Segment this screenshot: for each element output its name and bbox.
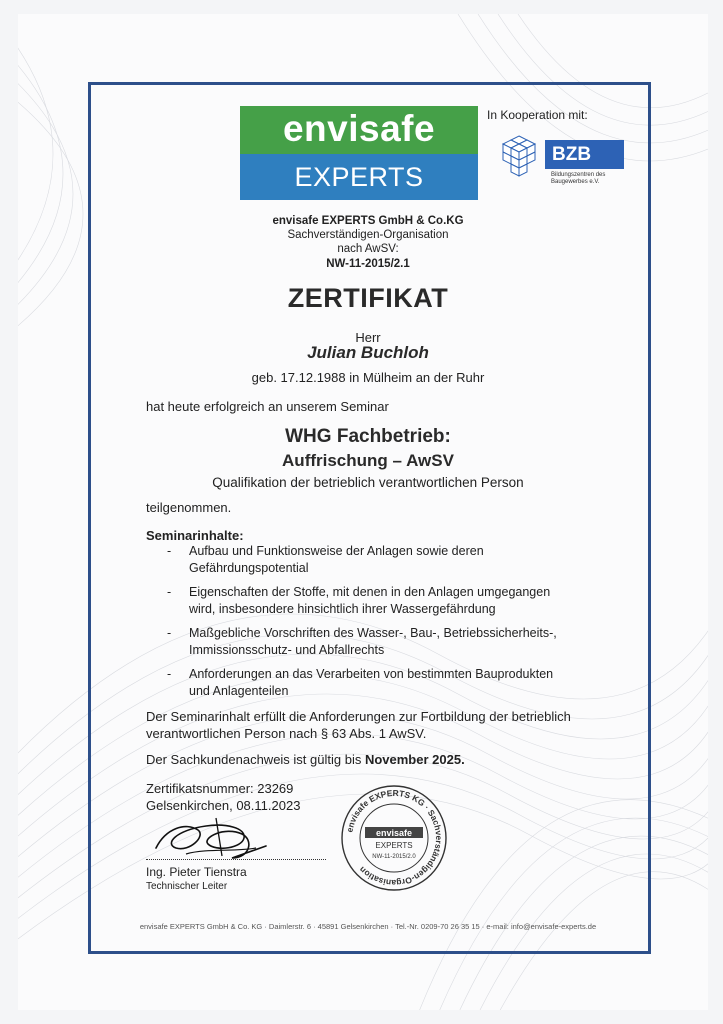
list-item-line: und Anlagenteilen	[189, 684, 289, 698]
contents-list	[167, 543, 587, 707]
bzb-cube-icon	[497, 134, 541, 178]
organization-number: NW-11-2015/2.1	[326, 258, 410, 270]
qualification-text: Qualifikation der betrieblich verantwortlichen Person	[212, 475, 524, 490]
requirements-text: Der Seminarinhalt erfüllt die Anforderungen zur Fortbildung der betrieblich verantwortlichen Person nach § 63 Abs. 1 AwSV.	[146, 709, 571, 741]
list-item: - Maßgebliche Vorschriften des Wasser-, Bau-, Betriebssicherheits-, Immissionsschutz- und Abfallrechts	[167, 625, 587, 659]
list-item: - Eigenschaften der Stoffe, mit denen in den Anlagen umgegangen wird, insbesondere hinsichtlich ihrer Wassergefährdung	[167, 584, 587, 618]
list-item: - Aufbau und Funktionsweise der Anlagen sowie deren Gefährdungspotential	[167, 543, 587, 577]
certificate-title: ZERTIFIKAT	[287, 283, 449, 313]
salutation: Herr	[355, 330, 381, 345]
list-item-line: Eigenschaften der Stoffe, mit denen in den Anlagen umgegangen	[189, 585, 551, 599]
contents-heading: Seminarinhalte:	[146, 528, 244, 543]
validity-prefix: Der Sachkundenachweis ist gültig bis	[146, 752, 365, 767]
intro-text: hat heute erfolgreich an unserem Seminar	[146, 399, 389, 414]
list-item-line: wird, insbesondere hinsichtlich ihrer Wassergefährdung	[189, 602, 496, 616]
signature-line	[146, 859, 326, 860]
signature	[146, 808, 276, 864]
envisafe-logo	[240, 106, 478, 200]
certificate-number: Zertifikatsnummer: 23269	[146, 781, 294, 796]
seminar-subtitle: Auffrischung – AwSV	[282, 451, 454, 470]
signer-role: Technischer Leiter	[146, 881, 228, 892]
place-date: Gelsenkirchen, 08.11.2023	[146, 798, 301, 813]
organization-name: envisafe EXPERTS GmbH & Co.KG	[272, 215, 464, 227]
bzb-logo-box: BZB	[545, 140, 624, 169]
stamp-brand: envisafe	[375, 828, 413, 838]
list-item-line: Gefährdungspotential	[189, 561, 309, 575]
bzb-logo-subtitle	[551, 172, 631, 186]
stamp-ring-text: envisafe EXPERTS KG · Sachverständigen-Organisation	[344, 787, 445, 889]
footer-address: envisafe EXPERTS GmbH & Co. KG · Daimlerstr. 6 · 45891 Gelsenkirchen · Tel.-Nr. 0209-70 26 35 15 · e-mail: info@envisafe-experts.de	[139, 922, 597, 931]
list-item-line: Aufbau und Funktionsweise der Anlagen sowie deren	[189, 544, 484, 558]
validity-date: November 2025.	[364, 752, 465, 767]
cooperation-label: In Kooperation mit:	[487, 108, 588, 122]
logo-wordmark: envisafe	[240, 106, 478, 154]
company-stamp	[339, 783, 449, 893]
participated-text: teilgenommen.	[146, 500, 232, 515]
bzb-sub-line1: Bildungszentren des	[551, 172, 606, 178]
recipient-name: Julian Buchloh	[307, 343, 429, 362]
organization-basis: nach AwSV:	[337, 243, 399, 255]
list-item: - Anforderungen an das Verarbeiten von bestimmten Bauprodukten und Anlagenteilen	[167, 666, 587, 700]
recipient-birth: geb. 17.12.1988 in Mülheim an der Ruhr	[251, 370, 485, 385]
signer-name: Ing. Pieter Tienstra	[146, 865, 247, 879]
list-item-line: Anforderungen an das Verarbeiten von bestimmten Bauprodukten	[189, 667, 554, 681]
stamp-number: NW-11-2015/2.0	[372, 854, 416, 860]
logo-subtitle: EXPERTS	[240, 154, 478, 200]
seminar-title: WHG Fachbetrieb:	[285, 426, 451, 447]
validity-text	[146, 752, 465, 767]
list-item-line: Maßgebliche Vorschriften des Wasser-, Bau-, Betriebssicherheits-,	[189, 626, 557, 640]
bzb-sub-line2: Baugewerbes e.V.	[551, 179, 600, 185]
list-item-line: Immissionsschutz- und Abfallrechts	[189, 643, 385, 657]
organization-type: Sachverständigen-Organisation	[287, 229, 449, 241]
stamp-sub: EXPERTS	[375, 841, 413, 850]
